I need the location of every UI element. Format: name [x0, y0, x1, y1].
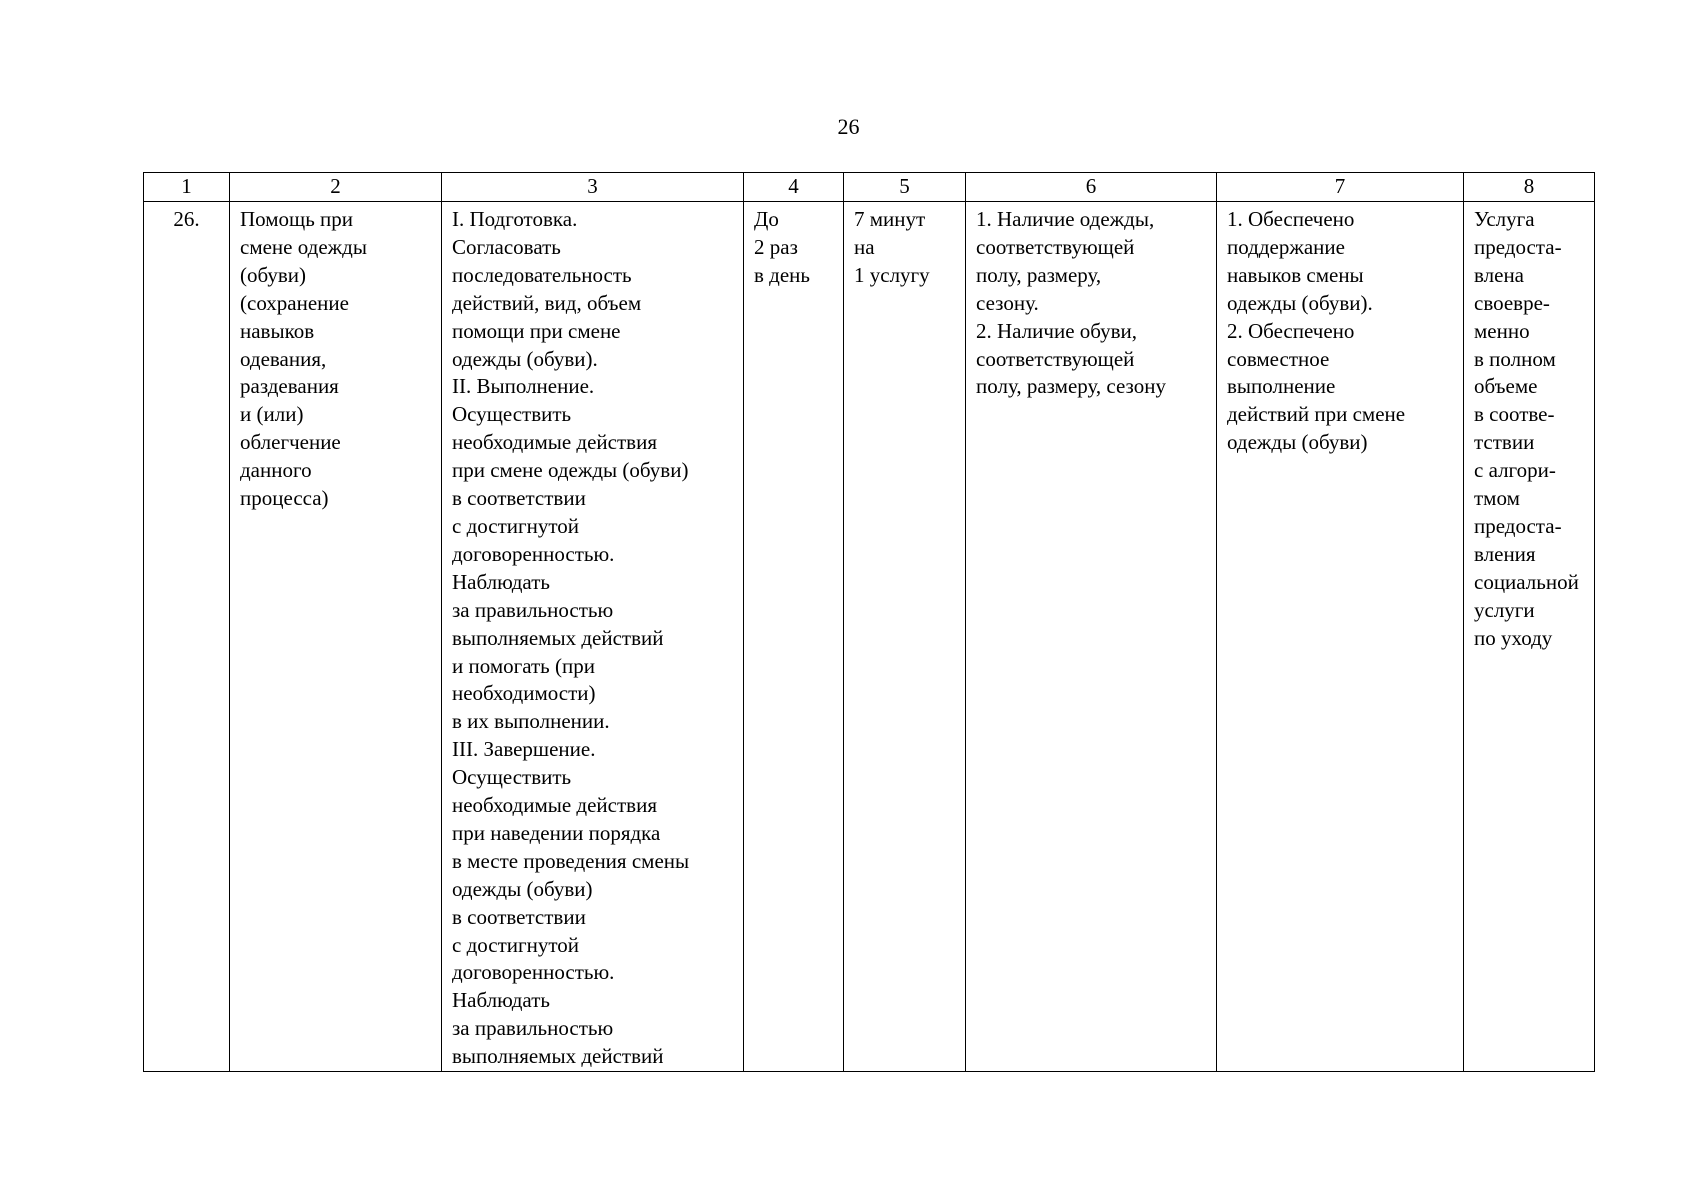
cell-text-line: одежды (обуви): [1227, 430, 1368, 455]
cell-text-line: одежды (обуви): [452, 876, 593, 901]
cell-text-line: Помощь при: [240, 207, 354, 231]
cell-text-line: 2. Наличие обуви,: [976, 318, 1138, 343]
frequency-cell: [744, 202, 844, 1072]
duration-cell: [844, 202, 966, 1072]
cell-text-line: с достигнутой: [452, 513, 580, 538]
cell-text-line: помощи при смене: [452, 318, 621, 343]
cell-text-line: навыков: [240, 318, 315, 343]
cell-text-line: в месте проведения смены: [452, 848, 690, 873]
row-number-cell: 26.: [144, 202, 230, 1072]
cell-text-line: 7 минут: [854, 207, 926, 231]
cell-text-line: договоренностью.: [452, 960, 615, 985]
cell-text-line: тствии: [1474, 430, 1535, 455]
cell-text-line: раздевания: [240, 374, 339, 399]
cell-text-line: До: [754, 207, 779, 231]
cell-text-line: в соответствии: [452, 904, 586, 929]
cell-text-line: 1 услугу: [854, 262, 930, 287]
cell-text-line: в соответствии: [452, 486, 586, 511]
column-header-8: 8: [1464, 173, 1595, 202]
column-header-6: 6: [966, 173, 1217, 202]
cell-text-line: необходимые действия: [452, 793, 657, 818]
cell-text-line: 1. Наличие одежды,: [976, 207, 1155, 231]
cell-text-line: навыков смены: [1227, 262, 1364, 287]
cell-text-line: полу, размеру,: [976, 262, 1102, 287]
service-name-cell: [230, 202, 442, 1072]
cell-text-line: объеме: [1474, 374, 1538, 399]
column-header-5: 5: [844, 173, 966, 202]
cell-text-line: договоренностью.: [452, 541, 615, 566]
cell-text-line: вления: [1474, 541, 1536, 566]
cell-text-line: смене одежды: [240, 234, 367, 259]
cell-text-line: в их выполнении.: [452, 709, 610, 734]
cell-text-line: на: [854, 234, 875, 259]
cell-text-line: облегчение: [240, 430, 341, 455]
cell-text-line: одежды (обуви).: [452, 346, 598, 371]
cell-text-line: соответствующей: [976, 234, 1135, 259]
cell-text-line: (сохранение: [240, 290, 349, 315]
cell-text-line: Осуществить: [452, 765, 572, 790]
cell-text-line: Наблюдать: [452, 988, 550, 1013]
cell-text-line: 1. Обеспечено: [1227, 207, 1355, 231]
cell-text-line: выполняемых действий: [452, 1044, 664, 1069]
cell-text-line: Наблюдать: [452, 569, 550, 594]
cell-text-line: с достигнутой: [452, 932, 580, 957]
cell-text-line: Услуга: [1474, 207, 1535, 231]
cell-text-line: действий при смене: [1227, 402, 1406, 427]
evaluation-cell: [1464, 202, 1595, 1072]
cell-text-line: предоста-: [1474, 513, 1562, 538]
column-header-7: 7: [1217, 173, 1464, 202]
column-number-row: [144, 173, 1595, 202]
cell-text-line: 2. Обеспечено: [1227, 318, 1355, 343]
cell-text-line: социальной: [1474, 569, 1579, 594]
service-description-cell: [442, 202, 744, 1072]
cell-text-line: совместное: [1227, 346, 1330, 371]
page-number: 26: [837, 114, 860, 139]
cell-text-line: поддержание: [1227, 234, 1345, 259]
cell-text-line: с алгори-: [1474, 458, 1556, 483]
cell-text-line: в день: [754, 262, 810, 287]
cell-text-line: по уходу: [1474, 625, 1553, 650]
cell-text-line: полу, размеру, сезону: [976, 374, 1166, 399]
cell-text-line: одевания,: [240, 346, 327, 371]
cell-text-line: (обуви): [240, 262, 307, 287]
cell-text-line: одежды (обуви).: [1227, 290, 1373, 315]
cell-text-line: предоста-: [1474, 234, 1562, 259]
cell-text-line: выполняемых действий: [452, 625, 664, 650]
services-table: [143, 172, 1595, 1072]
cell-text-line: Осуществить: [452, 402, 572, 427]
quality-indicators-cell: [1217, 202, 1464, 1072]
cell-text-line: последовательность: [452, 262, 632, 287]
column-header-4: 4: [744, 173, 844, 202]
cell-text-line: II. Выполнение.: [452, 374, 595, 399]
cell-text-line: и (или): [240, 402, 304, 427]
cell-text-line: в полном: [1474, 346, 1556, 371]
cell-text-line: выполнение: [1227, 374, 1336, 399]
cell-text-line: сезону.: [976, 290, 1039, 315]
cell-text-line: действий, вид, объем: [452, 290, 642, 315]
cell-text-line: соответствующей: [976, 346, 1135, 371]
cell-text-line: Согласовать: [452, 234, 561, 259]
cell-text-line: I. Подготовка.: [452, 207, 578, 231]
cell-text-line: в соотве-: [1474, 402, 1555, 427]
conditions-cell: [966, 202, 1217, 1072]
cell-text-line: менно: [1474, 318, 1530, 343]
table-row: [144, 202, 1595, 1072]
cell-text-line: услуги: [1474, 597, 1535, 622]
cell-text-line: необходимые действия: [452, 430, 657, 455]
cell-text-line: за правильностью: [452, 597, 614, 622]
cell-text-line: своевре-: [1474, 290, 1550, 315]
cell-text-line: за правильностью: [452, 1016, 614, 1041]
cell-text-line: необходимости): [452, 681, 596, 706]
cell-text-line: III. Завершение.: [452, 737, 596, 762]
cell-text-line: тмом: [1474, 486, 1520, 511]
cell-text-line: при наведении порядка: [452, 820, 661, 845]
cell-text-line: данного: [240, 458, 312, 483]
cell-text-line: и помогать (при: [452, 653, 595, 678]
cell-text-line: влена: [1474, 262, 1524, 287]
cell-text-line: процесса): [240, 486, 329, 511]
column-header-3: 3: [442, 173, 744, 202]
column-header-1: 1: [144, 173, 230, 202]
cell-text-line: при смене одежды (обуви): [452, 458, 689, 483]
column-header-2: 2: [230, 173, 442, 202]
cell-text-line: 2 раз: [754, 234, 798, 259]
